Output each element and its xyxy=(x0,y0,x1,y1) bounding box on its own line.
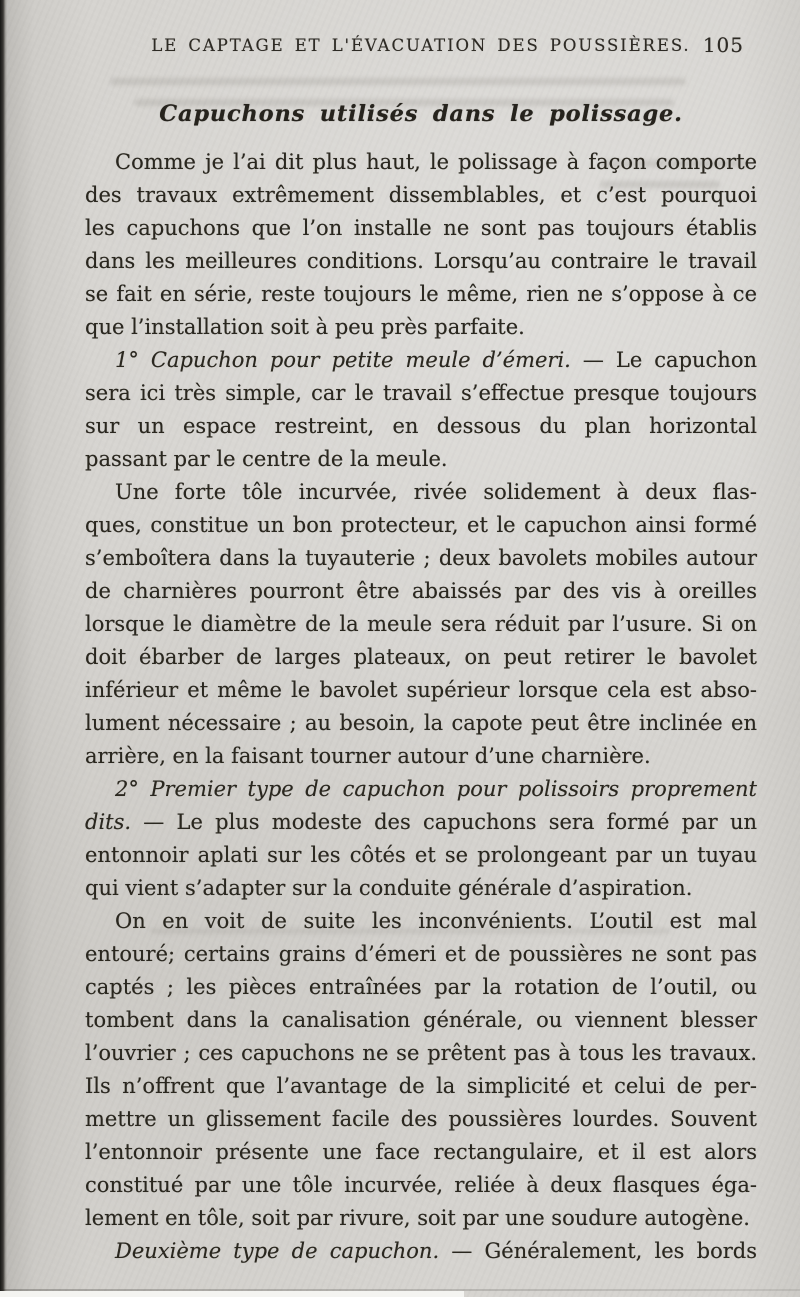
text-segment: Une forte tôle incurvée, rivée solidement à deux flas- xyxy=(115,480,757,504)
text-line xyxy=(85,1169,757,1202)
text-line xyxy=(85,509,757,542)
text-segment: l’entonnoir présente une face rectangulaire, et il est alors xyxy=(85,1140,757,1164)
text-line xyxy=(85,1136,757,1169)
text-line xyxy=(85,1103,757,1136)
text-line xyxy=(85,1202,757,1235)
text-segment: lorsque le diamètre de la meule sera réduit par l’usure. Si on xyxy=(85,612,757,636)
text-segment: entonnoir aplati sur les côtés et se prolongeant par un tuyau xyxy=(85,843,757,867)
text-line xyxy=(85,806,757,839)
text-line xyxy=(85,707,757,740)
text-line xyxy=(85,542,757,575)
text-segment: Comme je l’ai dit plus haut, le polissage à façon comporte xyxy=(115,150,757,174)
text-segment: captés ; les pièces entraînées par la rotation de l’outil, ou xyxy=(85,975,757,999)
text-line xyxy=(85,674,757,707)
text-segment: — Le plus modeste des capuchons sera formé par un xyxy=(131,810,757,834)
text-line xyxy=(85,212,757,245)
text-line xyxy=(85,872,757,905)
scan-edge-left xyxy=(0,0,7,1297)
text-line xyxy=(85,1070,757,1103)
text-line xyxy=(85,476,757,509)
text-segment: — Le capuchon xyxy=(570,348,757,372)
text-line xyxy=(85,740,757,773)
text-line xyxy=(85,641,757,674)
text-segment: doit ébarber de larges plateaux, on peut retirer le bavolet xyxy=(85,645,757,669)
text-line xyxy=(85,278,757,311)
text-line xyxy=(85,146,757,179)
text-segment: qui vient s’adapter sur la conduite générale d’aspiration. xyxy=(85,876,693,900)
italic-text-segment: Deuxième type de capuchon. xyxy=(115,1239,440,1263)
text-line xyxy=(85,608,757,641)
paragraph xyxy=(85,905,757,1235)
running-title: LE CAPTAGE ET L'ÉVACUATION DES POUSSIÈRES. xyxy=(151,36,691,55)
text-segment: ques, constitue un bon protecteur, et le capuchon ainsi formé xyxy=(85,513,757,537)
text-line xyxy=(85,410,757,443)
text-segment: lement en tôle, soit par rivure, soit par une soudure autogène. xyxy=(85,1206,750,1230)
text-segment: constitué par une tôle incurvée, reliée à deux flasques éga- xyxy=(85,1173,757,1197)
text-line xyxy=(85,377,757,410)
text-line xyxy=(85,245,757,278)
text-segment: s’emboîtera dans la tuyauterie ; deux bavolets mobiles autour xyxy=(85,546,757,570)
page-header xyxy=(85,36,757,62)
italic-text-segment: dits. xyxy=(85,810,132,834)
text-segment: inférieur et même le bavolet supérieur lorsque cela est abso- xyxy=(85,678,757,702)
text-segment: sera ici très simple, car le travail s’effectue presque toujours xyxy=(85,381,757,405)
text-segment: que l’installation soit à peu près parfaite. xyxy=(85,315,525,339)
text-segment: sur un espace restreint, en dessous du plan horizontal xyxy=(85,414,757,438)
text-line xyxy=(85,575,757,608)
text-segment: se fait en série, reste toujours le même, rien ne s’oppose à ce xyxy=(85,282,757,306)
text-line xyxy=(85,1037,757,1070)
text-segment: entouré; certains grains d’émeri et de poussières ne sont pas xyxy=(85,942,757,966)
paragraph xyxy=(85,476,757,773)
text-segment: dans les meilleures conditions. Lorsqu’au contraire le travail xyxy=(85,249,757,273)
text-line xyxy=(85,443,757,476)
body-text xyxy=(85,146,757,1268)
italic-text-segment: 2° Premier type de capuchon pour polissoirs proprement xyxy=(115,777,757,801)
text-line xyxy=(85,179,757,212)
text-segment: On en voit de suite les inconvénients. L’outil est mal xyxy=(115,909,757,933)
text-line xyxy=(85,971,757,1004)
text-segment: l’ouvrier ; ces capuchons ne se prêtent pas à tous les travaux. xyxy=(85,1041,757,1065)
text-line xyxy=(85,773,757,806)
text-line xyxy=(85,938,757,971)
text-line xyxy=(85,905,757,938)
scan-edge-bottom-white xyxy=(0,1291,464,1297)
text-line xyxy=(85,1004,757,1037)
text-segment: les capuchons que l’on installe ne sont pas toujours établis xyxy=(85,216,757,240)
paragraph xyxy=(85,773,757,905)
text-segment: — Généralement, les bords xyxy=(439,1239,757,1263)
paragraph xyxy=(85,146,757,344)
text-segment: passant par le centre de la meule. xyxy=(85,447,448,471)
text-segment: lument nécessaire ; au besoin, la capote peut être inclinée en xyxy=(85,711,757,735)
text-line xyxy=(85,839,757,872)
text-segment: arrière, en la faisant tourner autour d’une charnière. xyxy=(85,744,651,768)
paragraph xyxy=(85,1235,757,1268)
text-segment: de charnières pourront être abaissés par des vis à oreilles xyxy=(85,579,757,603)
text-segment: tombent dans la canalisation générale, ou viennent blesser xyxy=(85,1008,757,1032)
paragraph xyxy=(85,344,757,476)
italic-text-segment: 1° Capuchon pour petite meule d’émeri. xyxy=(115,348,571,372)
text-segment: mettre un glissement facile des poussières lourdes. Souvent xyxy=(85,1107,757,1131)
text-segment: Ils n’offrent que l’avantage de la simplicité et celui de per- xyxy=(85,1074,757,1098)
section-title: Capuchons utilisés dans le polissage. xyxy=(159,101,683,127)
text-segment: des travaux extrêmement dissemblables, et c’est pourquoi xyxy=(85,183,757,207)
text-line xyxy=(85,1235,757,1268)
page-number: 105 xyxy=(702,33,744,57)
text-line xyxy=(85,311,757,344)
text-line xyxy=(85,344,757,377)
